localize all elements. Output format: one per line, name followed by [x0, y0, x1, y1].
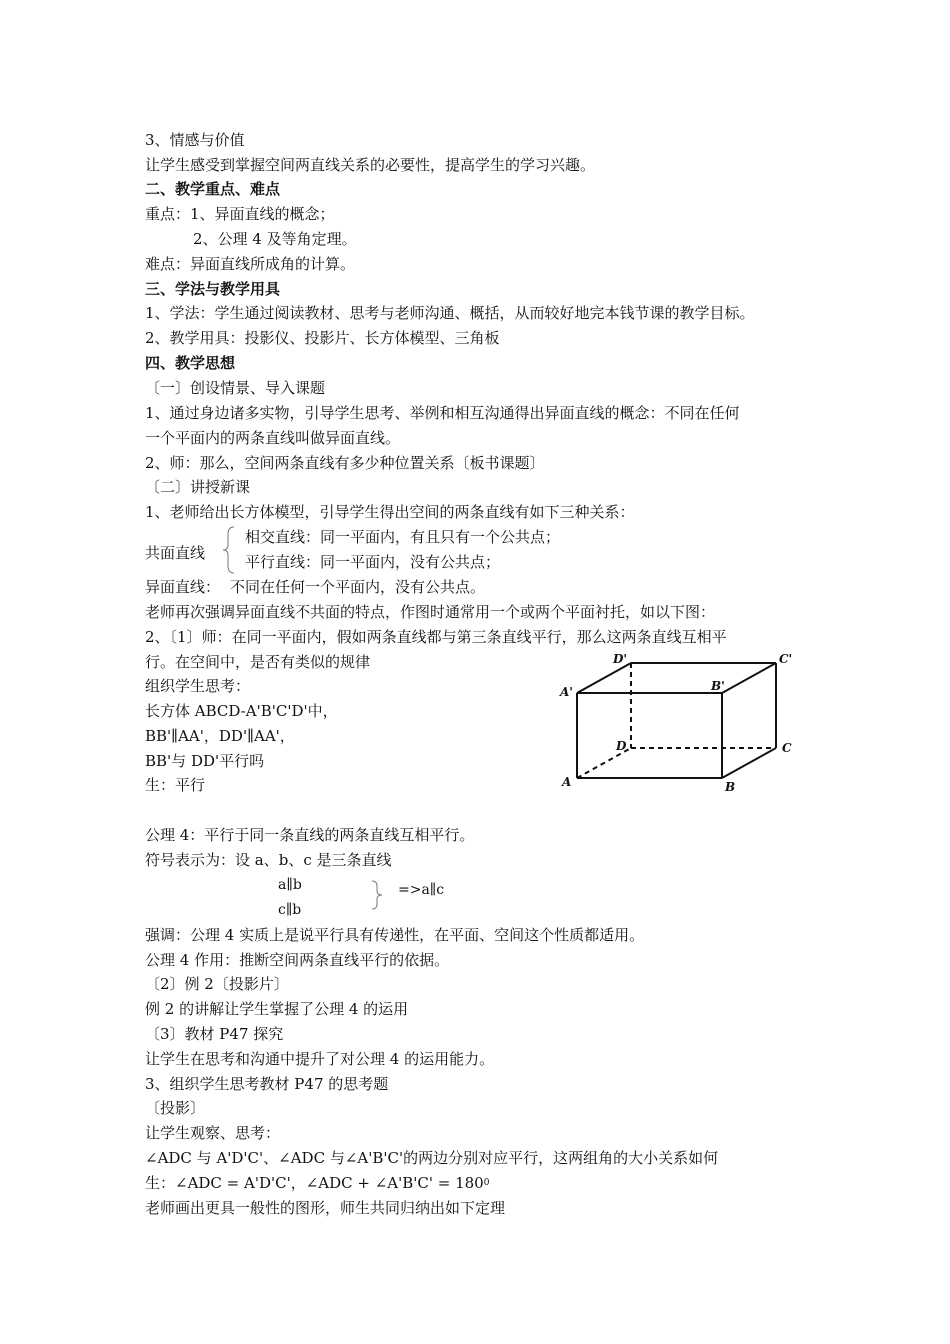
paragraph: 老师再次强调异面直线不共面的特点，作图时通常用一个或两个平面衬托，如以下图： [145, 603, 716, 621]
subheading: 〔二〕讲授新课 [145, 478, 251, 496]
paragraph: 一个平面内的两条直线叫做异面直线。 [145, 429, 401, 447]
subheading: 〔2〕例 2〔投影片〕 [145, 975, 289, 993]
paragraph: ∠ADC 与 A'D'C'、∠ADC 与∠A'B'C'的两边分别对应平行，这两组角的大小关系如何 [145, 1149, 719, 1167]
vertex-label: B [725, 780, 736, 794]
paragraph: 〔投影〕 [145, 1099, 206, 1117]
paragraph: 公理 4 作用：推断空间两条直线平行的依据。 [145, 951, 450, 969]
paragraph: 2、教学用具：投影仪、投影片、长方体模型、三角板 [145, 329, 500, 347]
paragraph: 1、老师给出长方体模型，引导学生得出空间的两条直线有如下三种关系： [145, 503, 635, 521]
paragraph: 让学生观察、思考： [145, 1124, 281, 1142]
vertex-label: C [782, 741, 792, 755]
paragraph: 难点：异面直线所成角的计算。 [145, 255, 356, 273]
skew-label: 异面直线： [145, 578, 221, 596]
paragraph: 让学生在思考和沟通中提升了对公理 4 的运用能力。 [145, 1050, 495, 1068]
paragraph: 例 2 的讲解让学生掌握了公理 4 的运用 [145, 1000, 409, 1018]
heading-teaching-ideas: 四、教学思想 [145, 354, 236, 372]
paragraph: 2、公理 4 及等角定理。 [193, 230, 357, 248]
paragraph: 3、组织学生思考教材 P47 的思考题 [145, 1075, 389, 1093]
section-subtitle: 3、情感与价值 [145, 131, 245, 149]
symbol-conclusion: =>a∥c [398, 882, 445, 898]
symbol-premise-2: c∥b [278, 902, 302, 918]
paragraph [145, 1172, 489, 1194]
paragraph: 符号表示为：设 a、b、c 是三条直线 [145, 851, 392, 869]
paragraph: 重点：1、异面直线的概念； [145, 205, 335, 223]
heading-methods-tools: 三、学法与教学用具 [145, 280, 281, 298]
vertex-label: C' [779, 652, 793, 666]
subheading: 〔一〕创设情景、导入课题 [145, 379, 326, 397]
vertex-label: D [616, 739, 627, 753]
paragraph: 2、师：那么，空间两条直线有多少种位置关系〔板书课题〕 [145, 454, 545, 472]
vertex-label: B' [711, 679, 725, 693]
angle-equation: 生：∠ADC = A'D'C'，∠ADC + ∠A'B'C' = 180 [145, 1174, 484, 1192]
paragraph: BB'与 DD'平行吗 [145, 752, 265, 770]
left-brace-icon [222, 526, 236, 574]
paragraph: 2、〔1〕师：在同一平面内，假如两条直线都与第三条直线平行，那么这两条直线互相平 [145, 628, 727, 646]
subheading: 〔3〕教材 P47 探究 [145, 1025, 284, 1043]
paragraph: 长方体 ABCD-A'B'C'D'中， [145, 702, 338, 720]
vertex-label: D' [613, 652, 628, 666]
paragraph: 生：平行 [145, 776, 206, 794]
heading-key-points: 二、教学重点、难点 [145, 180, 281, 198]
paragraph: 强调：公理 4 实质上是说平行具有传递性，在平面、空间这个性质都适用。 [145, 926, 645, 944]
paragraph: 让学生感受到掌握空间两直线关系的必要性，提高学生的学习兴趣。 [145, 156, 596, 174]
intersecting-lines-def: 相交直线：同一平面内，有且只有一个公共点； [245, 528, 561, 546]
skew-lines-def: 不同在任何一个平面内，没有公共点。 [230, 578, 486, 596]
coplanar-label: 共面直线 [145, 544, 206, 562]
right-brace-icon [370, 880, 384, 910]
cuboid-figure [555, 648, 805, 798]
vertex-label: A' [560, 685, 573, 699]
paragraph: BB'∥AA'，DD'∥AA'， [145, 727, 295, 745]
paragraph: 1、通过身边诸多实物，引导学生思考、举例和相互沟通得出异面直线的概念：不同在任何 [145, 404, 740, 422]
vertex-label: A [562, 775, 572, 789]
parallel-lines-def: 平行直线：同一平面内，没有公共点； [245, 553, 501, 571]
paragraph: 组织学生思考： [145, 677, 251, 695]
paragraph: 1、学法：学生通过阅读教材、思考与老师沟通、概括，从而较好地完本钱节课的教学目标。 [145, 304, 755, 322]
paragraph: 老师画出更具一般性的图形，师生共同归纳出如下定理 [145, 1199, 506, 1217]
degree-superscript: 0 [483, 1178, 490, 1188]
paragraph: 行。在空间中，是否有类似的规律 [145, 653, 371, 671]
axiom-4: 公理 4：平行于同一条直线的两条直线互相平行。 [145, 826, 475, 844]
symbol-premise-1: a∥b [278, 877, 302, 893]
